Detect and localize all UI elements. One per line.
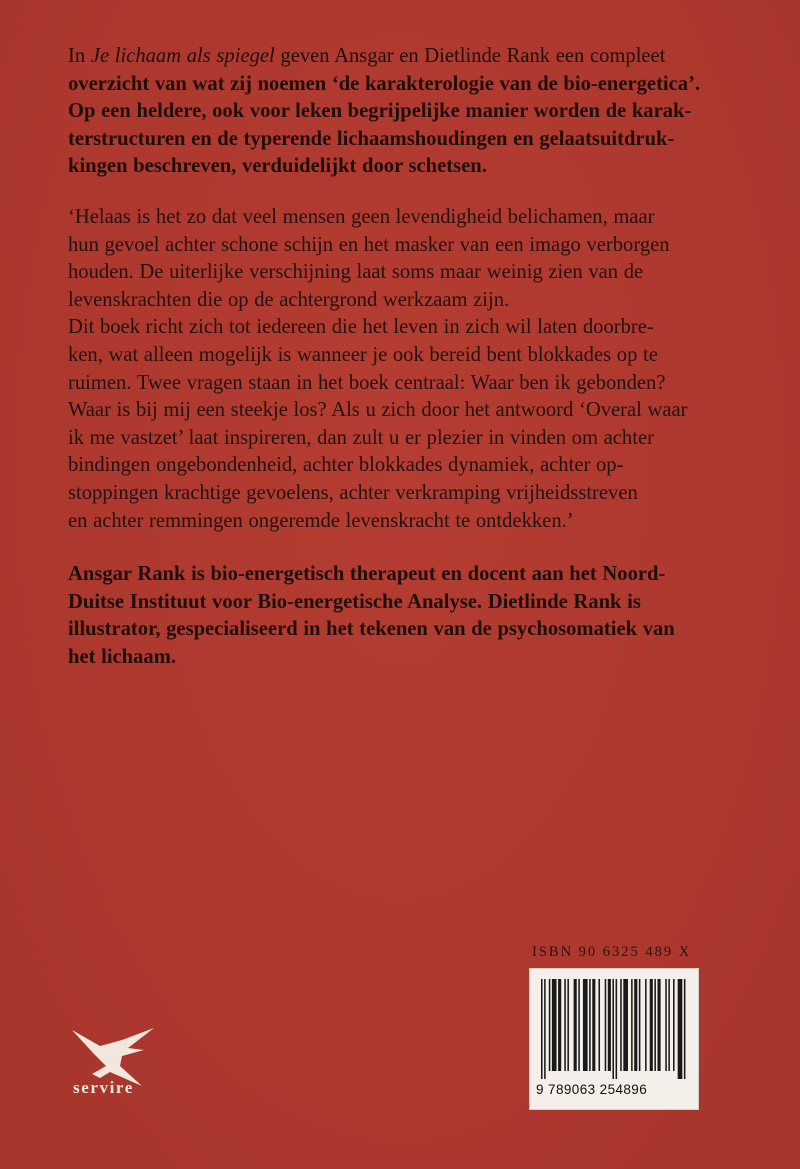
intro-line-5: kingen beschreven, verduidelijkt door schetsen. <box>68 155 487 178</box>
quote-line: ‘Helaas is het zo dat veel mensen geen levendigheid belichamen, maar <box>68 206 655 228</box>
barcode-bar <box>544 979 546 1079</box>
barcode-bar <box>558 979 561 1071</box>
quote-line: stoppingen krachtige gevoelens, achter verkramping vrijheidsstreven <box>68 481 638 504</box>
book-title: Je lichaam als spiegel <box>90 45 275 67</box>
barcode-bar <box>598 979 600 1071</box>
intro-line-4: terstructuren en de typerende lichaamshoudingen en gelaatsuitdruk- <box>68 127 675 150</box>
quote-line: ken, wat alleen mogelijk is wanneer je ook bereid bent blokkades op te <box>68 343 658 366</box>
barcode-bar <box>639 979 641 1071</box>
barcode-bar <box>657 979 660 1071</box>
quote-line: houden. De uiterlijke verschijning laat soms maar weinig zien van de <box>68 261 644 284</box>
intro-paragraph <box>68 43 718 181</box>
barcode-bar <box>574 979 577 1071</box>
barcode-bar <box>668 979 670 1071</box>
publisher-name: servire <box>73 1078 134 1097</box>
author-bio <box>68 561 718 671</box>
barcode-bar <box>650 979 653 1071</box>
barcode-bar <box>567 979 569 1071</box>
barcode-bar <box>673 979 675 1071</box>
barcode-bar <box>592 979 595 1071</box>
quote-line: en achter remmingen ongeremde levenskracht te ontdekken.’ <box>68 509 574 532</box>
isbn-label: ISBN 90 6325 489 X <box>532 944 692 960</box>
barcode-bar <box>645 979 647 1071</box>
bio-line: illustrator, gespecialiseerd in het tekenen van de psychosomatiek van <box>68 618 675 641</box>
barcode-bar <box>578 979 580 1071</box>
barcode-bar <box>541 979 543 1079</box>
barcode-bar <box>549 979 551 1071</box>
barcode-bar <box>612 979 614 1079</box>
barcode-digits: 9 789063 254896 <box>536 1082 648 1097</box>
barcode-bar <box>589 979 591 1071</box>
barcode-bar <box>608 979 611 1071</box>
quote-line: hun gevoel achter schone schijn en het masker van een imago verborgen <box>68 233 670 256</box>
quote-line: bindingen ongebondenheid, achter blokkades dynamiek, achter op- <box>68 454 624 477</box>
barcode <box>529 968 699 1110</box>
barcode-bar <box>583 979 588 1071</box>
bio-line: Ansgar Rank is bio-energetisch therapeut en docent aan het Noord- <box>68 563 666 585</box>
barcode-bar <box>552 979 557 1071</box>
barcode-bar <box>654 979 656 1071</box>
barcode-bar <box>634 979 637 1071</box>
quote-paragraph <box>68 204 718 535</box>
barcode-bar <box>616 979 618 1079</box>
barcode-bar <box>631 979 633 1071</box>
intro-line-2: overzicht van wat zij noemen ‘de karakterologie van de bio-energetica’. <box>68 72 701 95</box>
intro-line-3: Op een heldere, ook voor leken begrijpelijke manier worden de karak- <box>68 100 692 123</box>
barcode-bar <box>684 979 686 1079</box>
barcode-bar <box>623 979 628 1071</box>
barcode-bar <box>678 979 683 1079</box>
barcode-bar <box>564 979 566 1071</box>
barcode-bar <box>665 979 667 1071</box>
barcode-bar <box>605 979 607 1071</box>
quote-line: levenskrachten die op de achtergrond werkzaam zijn. <box>68 288 510 311</box>
barcode-bars <box>541 979 687 1079</box>
intro-lead-in: In <box>68 45 91 67</box>
quote-line: Waar is bij mij een steekje los? Als u zich door het antwoord ‘Overal waar <box>68 399 688 422</box>
quote-line: Dit boek richt zich tot iedereen die het leven in zich wil laten doorbre- <box>68 316 654 339</box>
quote-line: ruimen. Twee vragen staan in het boek centraal: Waar ben ik gebonden? <box>68 371 666 394</box>
bio-line: het lichaam. <box>68 645 177 668</box>
bio-line: Duitse Instituut voor Bio-energetische Analyse. Dietlinde Rank is <box>68 590 641 613</box>
barcode-bar <box>620 979 622 1071</box>
intro-line-1 <box>68 43 718 71</box>
intro-line-1-rest: geven Ansgar en Dietlinde Rank een compleet <box>274 45 666 67</box>
quote-line: ik me vastzet’ laat inspireren, dan zult u er plezier in vinden om achter <box>68 426 654 449</box>
